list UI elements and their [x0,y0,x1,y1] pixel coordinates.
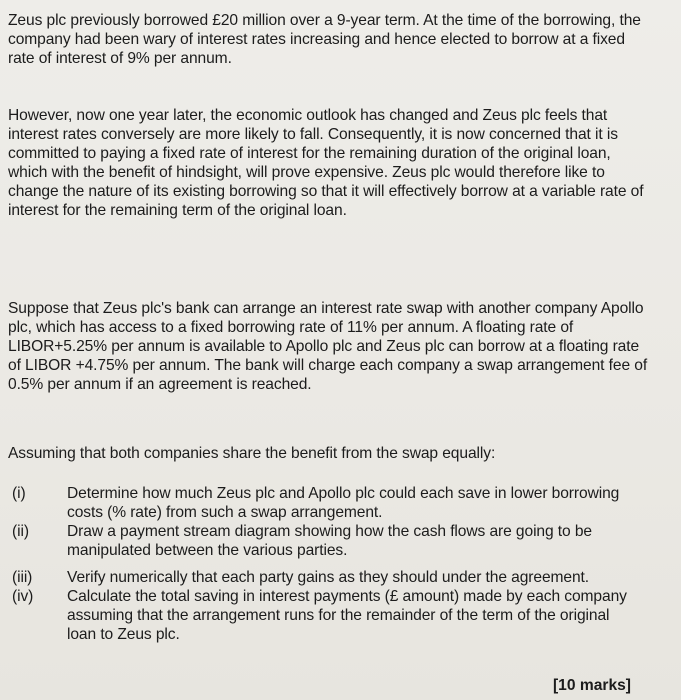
question-text: Draw a payment stream diagram showing how the cash flows are going to be manipulated between the various parties. [67,523,592,559]
paragraph-swap-terms: Suppose that Zeus plc's bank can arrange an interest rate swap with another company Apollo plc, which has access to a fixed borrowing rate of 11% per annum. A floating rate of LIBOR+5.25% per annum is available to Apollo plc and Zeus plc can borrow at a floating rate of LIBOR +4.75% per annum. The bank will charge each company a swap arrangement fee of 0.5% per annum if an agreement is reached. [8,300,648,393]
question-text: Verify numerically that each party gains as they should under the agreement. [67,569,590,586]
question-number: (iii) [12,569,33,586]
question-number: (iv) [12,588,34,605]
question-text: Calculate the total saving in interest payments (£ amount) made by each company assuming that the arrangement runs for the remainder of the term of the original loan to Zeus plc. [67,588,627,643]
paragraph-background: Zeus plc previously borrowed £20 million over a 9-year term. At the time of the borrowing, the company had been wary of interest rates increasing and hence elected to borrow at a fixed rate of interest of 9% per annum. [8,12,641,67]
marks-label: [10 marks] [552,677,631,694]
question-number: (i) [12,485,26,502]
paragraph-outlook: However, now one year later, the economic outlook has changed and Zeus plc feels that interest rates conversely are more likely to fall. Consequently, it is now concerned that it is committed to paying a fixed rate of interest for the remaining duration of the original loan, which with the benefit of hindsight, will prove expensive. Zeus plc would therefore like to change the nature of its existing borrowing so that it will effectively borrow at a variable rate of interest for the remaining term of the original loan. [8,107,644,219]
question-number: (ii) [12,523,29,540]
question-text: Determine how much Zeus plc and Apollo plc could each save in lower borrowing costs (% rate) from such a swap arrangement. [67,485,620,521]
paragraph-assumption: Assuming that both companies share the benefit from the swap equally: [8,445,496,462]
